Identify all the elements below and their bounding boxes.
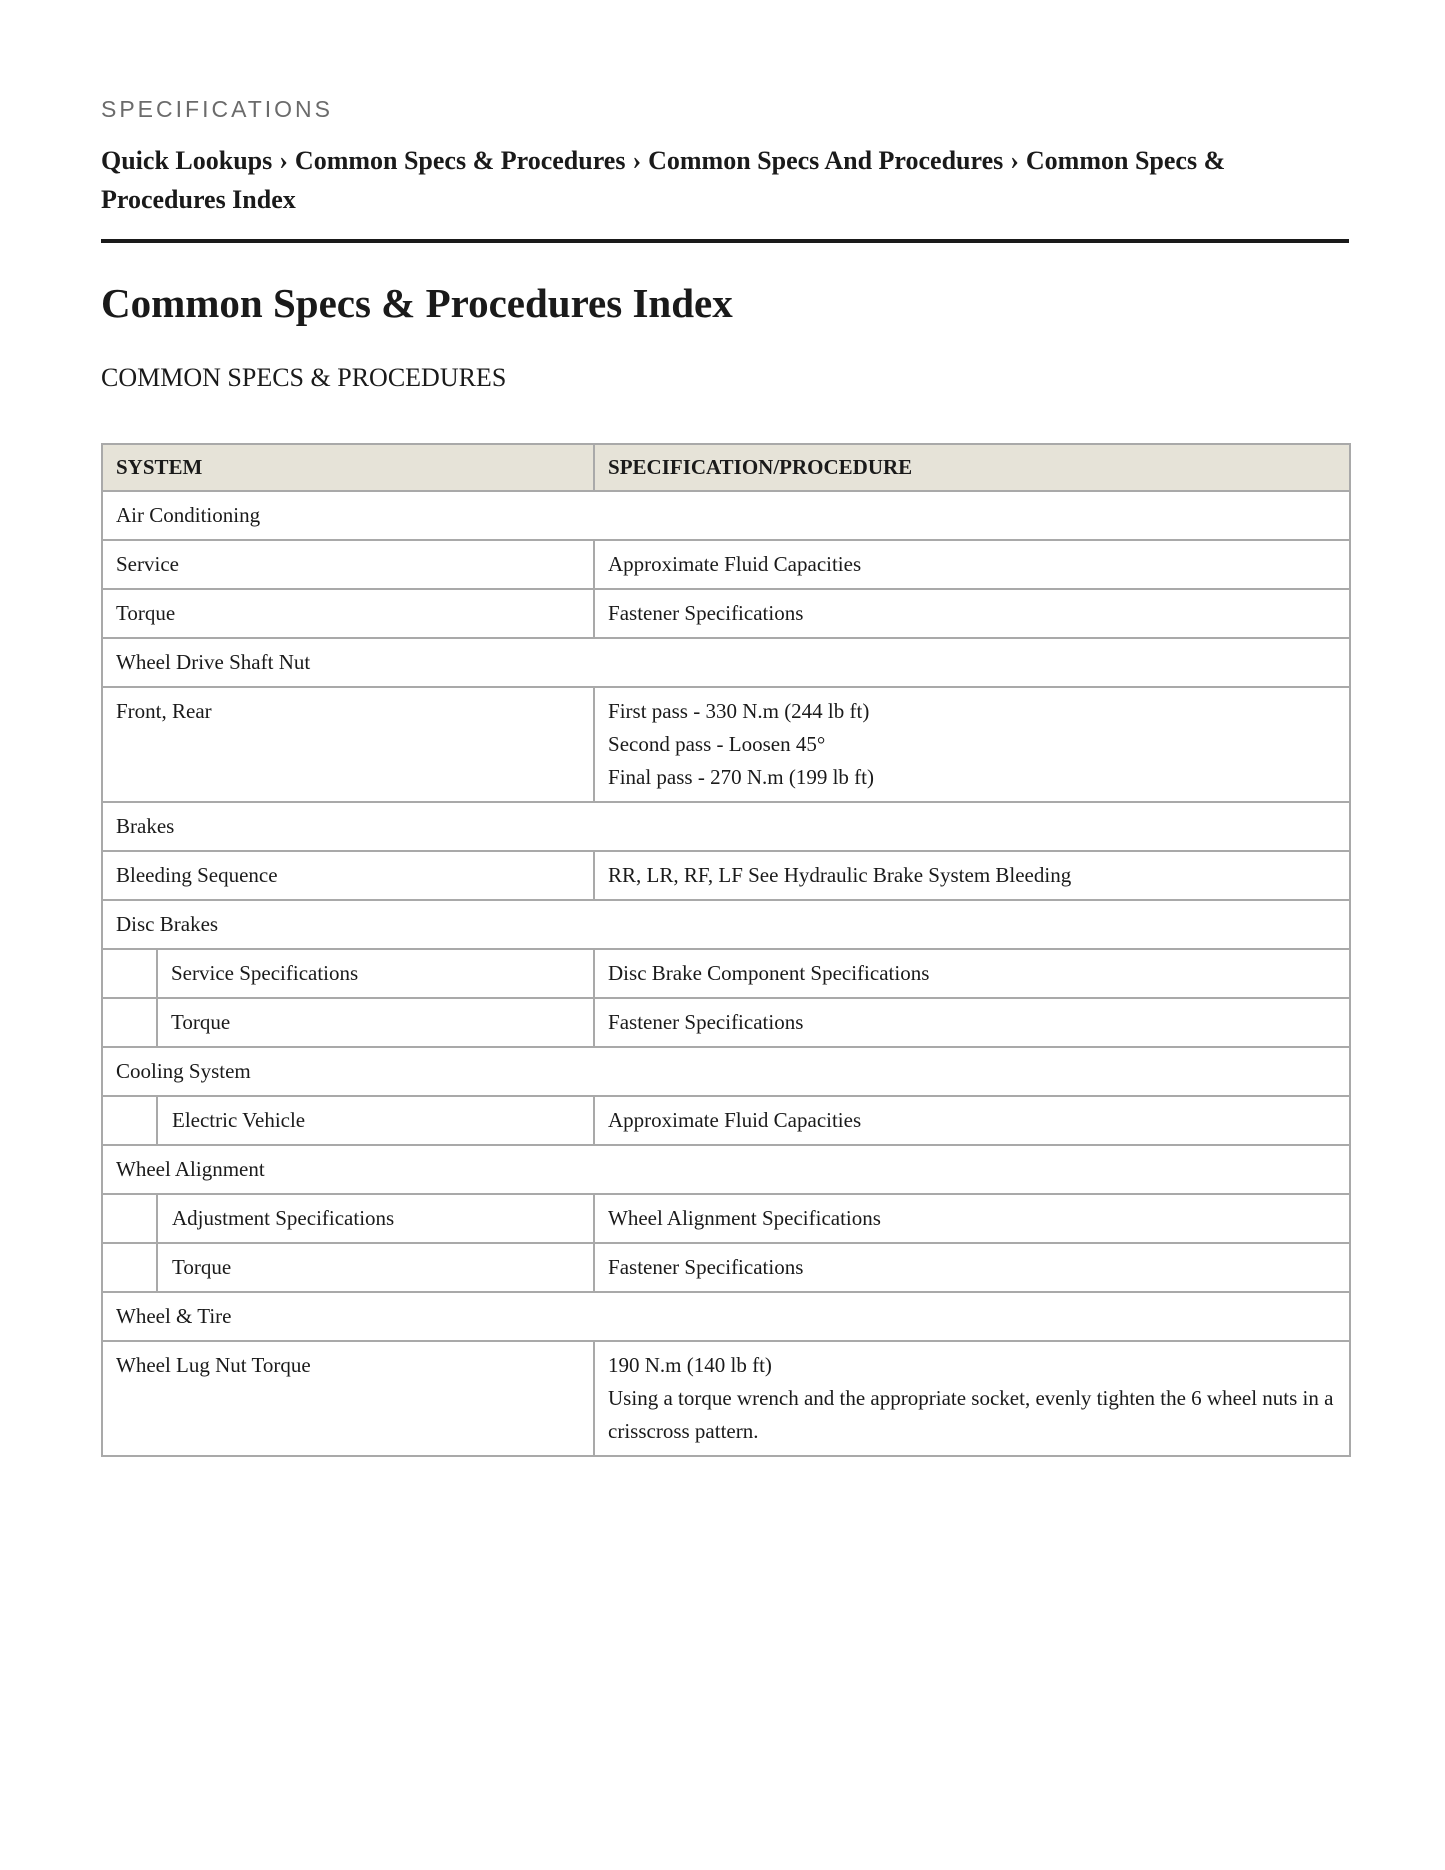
table-row bbox=[102, 1194, 1350, 1243]
breadcrumb-item-common-specs-procedures[interactable]: Common Specs & Procedures bbox=[294, 146, 626, 175]
spec-line: Final pass - 270 N.m (199 lb ft) bbox=[608, 765, 874, 789]
table-row-group bbox=[102, 1292, 1350, 1341]
spec-line: 190 N.m (140 lb ft) bbox=[608, 1353, 772, 1377]
specs-table bbox=[101, 443, 1351, 1457]
indent-spacer bbox=[102, 1243, 157, 1292]
spec-link[interactable]: Disc Brake Component Specifications bbox=[594, 949, 1350, 998]
section-kicker: SPECIFICATIONS bbox=[101, 96, 333, 122]
indent-spacer bbox=[102, 1096, 157, 1145]
indent-spacer bbox=[102, 1194, 157, 1243]
spec-link[interactable]: Fastener Specifications bbox=[594, 1243, 1350, 1292]
indent-spacer bbox=[102, 949, 157, 998]
table-row bbox=[102, 540, 1350, 589]
spec-line: First pass - 330 N.m (244 lb ft) bbox=[608, 699, 870, 723]
table-row bbox=[102, 998, 1350, 1047]
breadcrumb-separator: › bbox=[279, 146, 288, 175]
table-row-group bbox=[102, 638, 1350, 687]
section-title: COMMON SPECS & PROCEDURES bbox=[101, 363, 507, 392]
document-page bbox=[101, 93, 1349, 1457]
table-header-row bbox=[102, 444, 1350, 491]
breadcrumb-item-quick-lookups[interactable]: Quick Lookups bbox=[101, 146, 273, 175]
system-cell: Bleeding Sequence bbox=[102, 851, 594, 900]
spec-line: Second pass - Loosen 45° bbox=[608, 732, 826, 756]
column-header-system: SYSTEM bbox=[102, 444, 594, 491]
subgroup-disc-brakes: Disc Brakes bbox=[102, 900, 1350, 949]
table-row bbox=[102, 1243, 1350, 1292]
system-cell: Service Specifications bbox=[157, 949, 594, 998]
spec-link[interactable]: Fastener Specifications bbox=[594, 998, 1350, 1047]
table-row bbox=[102, 1341, 1350, 1456]
spec-line: Using a torque wrench and the appropriate socket, evenly tighten the 6 wheel nuts in a crisscross pattern. bbox=[608, 1386, 1334, 1443]
breadcrumb-separator: › bbox=[632, 146, 642, 175]
breadcrumb-item-common-specs-and-procedures[interactable]: Common Specs And Procedures bbox=[648, 146, 1004, 175]
group-cooling-system: Cooling System bbox=[102, 1047, 1350, 1096]
table-row bbox=[102, 949, 1350, 998]
spec-cell bbox=[594, 687, 1350, 802]
table-row bbox=[102, 1096, 1350, 1145]
spec-link[interactable]: Wheel Alignment Specifications bbox=[594, 1194, 1350, 1243]
table-row bbox=[102, 589, 1350, 638]
page-title: Common Specs & Procedures Index bbox=[101, 280, 733, 326]
breadcrumb-separator: › bbox=[1010, 146, 1019, 175]
table-row-group bbox=[102, 802, 1350, 851]
table-row-subgroup bbox=[102, 900, 1350, 949]
system-cell: Adjustment Specifications bbox=[157, 1194, 594, 1243]
system-cell: Electric Vehicle bbox=[157, 1096, 594, 1145]
spec-link[interactable]: Approximate Fluid Capacities bbox=[594, 540, 1350, 589]
indent-spacer bbox=[102, 998, 157, 1047]
system-cell: Torque bbox=[157, 1243, 594, 1292]
system-cell: Wheel Lug Nut Torque bbox=[102, 1341, 594, 1456]
system-cell: Front, Rear bbox=[102, 687, 594, 802]
group-brakes: Brakes bbox=[102, 802, 1350, 851]
group-wheel-and-tire: Wheel & Tire bbox=[102, 1292, 1350, 1341]
spec-link[interactable]: Approximate Fluid Capacities bbox=[594, 1096, 1350, 1145]
system-cell: Torque bbox=[157, 998, 594, 1047]
spec-link[interactable]: RR, LR, RF, LF See Hydraulic Brake System Bleeding bbox=[594, 851, 1350, 900]
table-row-group bbox=[102, 1047, 1350, 1096]
group-wheel-alignment: Wheel Alignment bbox=[102, 1145, 1350, 1194]
spec-link[interactable]: Fastener Specifications bbox=[594, 589, 1350, 638]
table-row-group bbox=[102, 1145, 1350, 1194]
table-row bbox=[102, 687, 1350, 802]
column-header-specification: SPECIFICATION/PROCEDURE bbox=[594, 444, 1350, 491]
breadcrumb-item-current: Common Specs & Procedures Index bbox=[101, 146, 1226, 214]
system-cell: Service bbox=[102, 540, 594, 589]
group-air-conditioning: Air Conditioning bbox=[102, 491, 1350, 540]
spec-cell bbox=[594, 1341, 1350, 1456]
group-wheel-drive-shaft-nut: Wheel Drive Shaft Nut bbox=[102, 638, 1350, 687]
table-row bbox=[102, 851, 1350, 900]
table-row-group bbox=[102, 491, 1350, 540]
breadcrumb bbox=[101, 141, 1349, 243]
system-cell: Torque bbox=[102, 589, 594, 638]
